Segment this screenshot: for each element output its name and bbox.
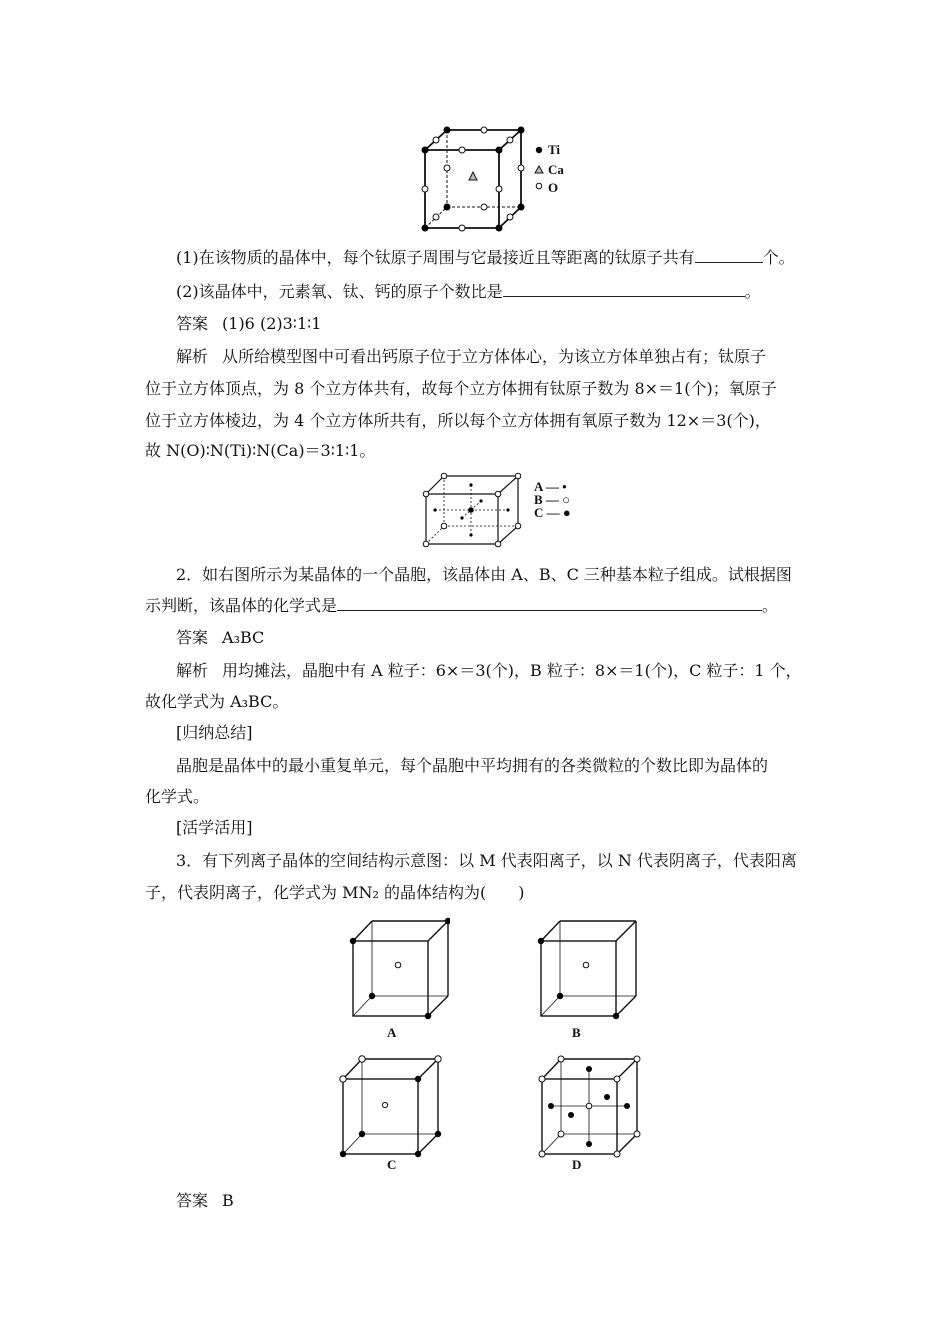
q1-analysis-line <box>176 347 856 367</box>
option-a-figure <box>345 910 450 1022</box>
option-b-label: B <box>572 1025 581 1040</box>
q2-line2-end: 。 <box>762 596 779 615</box>
q1-part2-text: (2)该晶体中，元素氧、钛、钙的原子个数比是 <box>176 282 503 301</box>
legend-b: B — ○ <box>534 492 571 507</box>
q1-part2-end: 。 <box>744 282 761 301</box>
answer-text: B <box>222 1191 234 1210</box>
q1-part1-end: 个。 <box>762 248 795 267</box>
q1-part1-text: (1)在该物质的晶体中，每个钛原子周围与它最接近且等距离的钛原子共有 <box>176 248 695 267</box>
answer-label: 答案 <box>176 314 209 333</box>
option-d-figure <box>534 1048 642 1160</box>
analysis-label: 解析 <box>176 661 209 680</box>
option-d-label: D <box>572 1157 582 1172</box>
option-b-figure <box>533 910 641 1022</box>
abc-cell-figure <box>418 468 528 548</box>
q1-part2 <box>176 281 856 302</box>
answer-text: A₃BC <box>222 628 265 647</box>
legend-ca: Ca <box>548 162 564 177</box>
legend-o: O <box>548 180 559 195</box>
answer-text: (1)6 (2)3∶1∶1 <box>222 314 322 333</box>
answer-blank <box>337 595 762 611</box>
legend-a: A — • <box>534 479 567 494</box>
analysis-text: 从所给模型图中可看出钙原子位于立方体体心，为该立方体单独占有；钛原子 <box>222 347 767 366</box>
q1-answer <box>176 314 856 334</box>
legend-ti: Ti <box>548 142 561 157</box>
analysis-text: 用均摊法，晶胞中有 A 粒子：6×＝3(个)，B 粒子：8×＝1(个)，C 粒子：1 个， <box>222 661 802 680</box>
legend-c: C — ● <box>534 505 571 520</box>
answer-blank <box>503 281 745 297</box>
option-c-label: C <box>387 1157 397 1172</box>
option-c-figure <box>335 1048 443 1160</box>
q1-analysis-line: 故 N(O)∶N(Ti)∶N(Ca)＝3∶1∶1。 <box>145 441 376 460</box>
q3-line2: 子，代表阴离子，化学式为 MN₂ 的晶体结构为( ) <box>145 883 525 902</box>
answer-label: 答案 <box>176 628 209 647</box>
q3-line1: 3．有下列离子晶体的空间结构示意图：以 M 代表阳离子，以 N 代表阴离子，代表阳离 <box>176 851 797 870</box>
q1-part1 <box>176 247 856 268</box>
q3-answer <box>176 1191 856 1211</box>
answer-blank <box>695 247 763 263</box>
q1-analysis-line: 位于立方体棱边，为 4 个立方体所共有，所以每个立方体拥有氧原子数为 12×＝3(个)， <box>145 411 771 430</box>
analysis-label: 解析 <box>176 347 209 366</box>
practice-header: [活学活用] <box>176 818 253 837</box>
q1-analysis-line: 位于立方体顶点，为 8 个立方体共有，故每个立方体拥有钛原子数为 8×＝1(个)；氧原子 <box>145 379 777 398</box>
answer-label: 答案 <box>176 1191 209 1210</box>
q2-line1: 2．如右图所示为某晶体的一个晶胞，该晶体由 A、B、C 三种基本粒子组成。试根据图 <box>176 565 792 584</box>
q2-line2-text: 示判断，该晶体的化学式是 <box>145 596 338 615</box>
q2-analysis-line <box>176 661 856 681</box>
q2-analysis-line: 故化学式为 A₃BC。 <box>145 692 289 711</box>
option-a-label: A <box>387 1025 397 1040</box>
q2-answer <box>176 628 856 648</box>
summary-line: 晶胞是晶体中的最小重复单元，每个晶胞中平均拥有的各类微粒的个数比即为晶体的 <box>176 756 769 775</box>
summary-header: [归纳总结] <box>176 723 253 742</box>
q2-line2 <box>145 595 825 616</box>
summary-line: 化学式。 <box>145 787 210 806</box>
